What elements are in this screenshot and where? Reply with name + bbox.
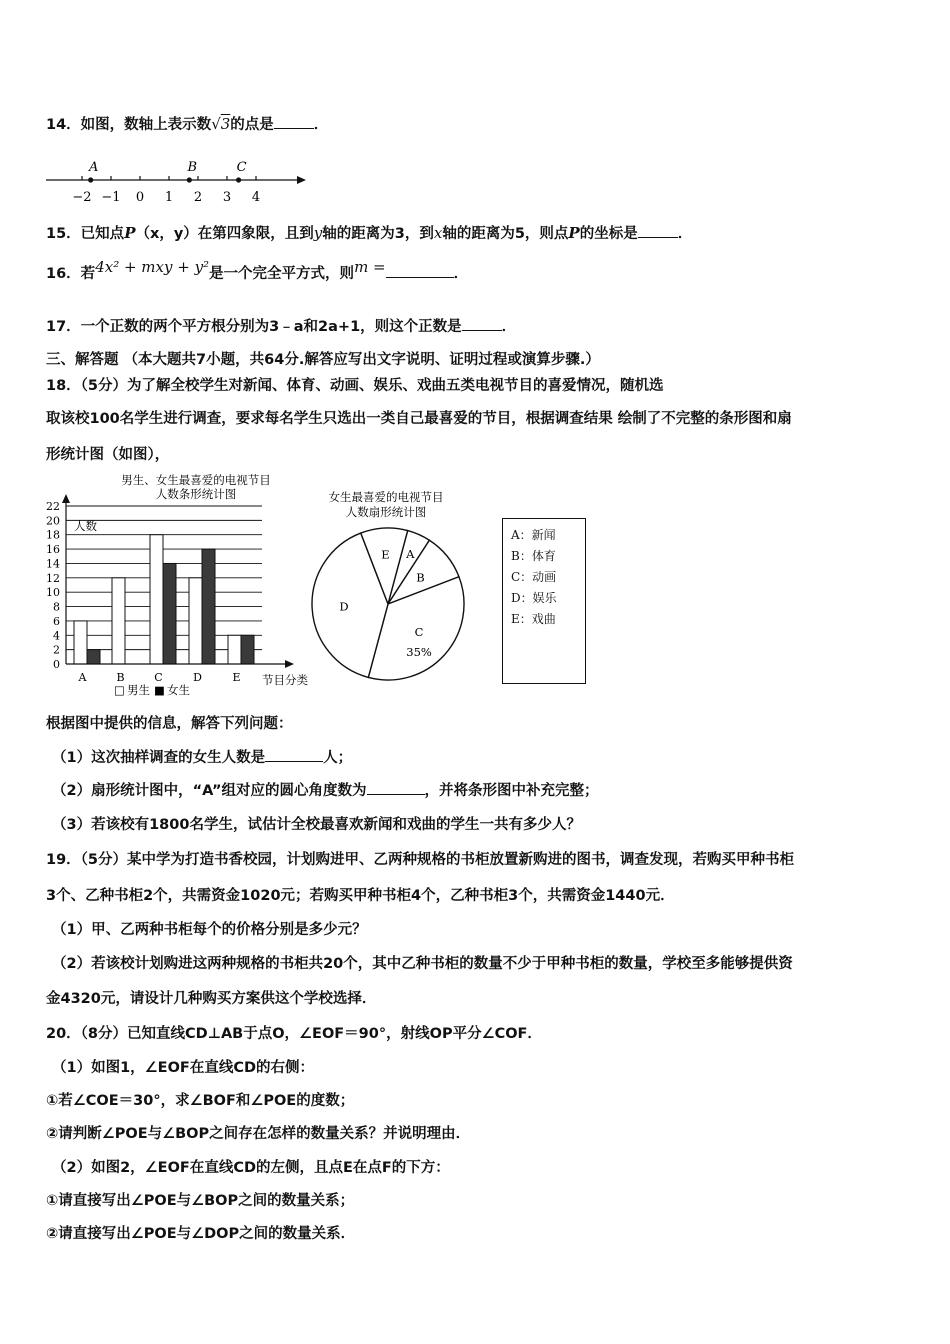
q14-text-after: 的点是 (230, 117, 274, 133)
q19-part2b: 金4320元，请设计几种购买方案供这个学校选择． (46, 991, 377, 1007)
section-heading: 三、解答题 （本大题共7小题，共64分.解答应写出文字说明、证明过程或演算步骤.） (46, 352, 600, 368)
y-tick-label: 10 (46, 586, 60, 600)
tick-label: 2 (193, 190, 203, 205)
y-tick-label: 8 (53, 600, 60, 614)
y-axis-label: 人数 (74, 519, 97, 533)
number-line (40, 155, 320, 207)
legend-girls-label: 女生 (167, 683, 190, 697)
tick-label: −1 (101, 190, 121, 205)
y-tick-label: 16 (46, 543, 60, 557)
math-expression: 4x² + mxy + y² (95, 258, 210, 276)
legend-boys: □ (114, 683, 125, 697)
legend-item-c: C：动画 (511, 570, 557, 584)
slice-label: E (381, 547, 390, 562)
bar-girls-e (241, 635, 254, 664)
question-15: 15．已知点P（x，y）在第四象限，且到y轴的距离为3，到x轴的距离为5，则点P的坐标是 ． (46, 224, 693, 242)
sqrt-expression: √3 (211, 115, 231, 133)
q20-part1b: ②请判断∠POE与∠BOP之间存在怎样的数量关系？并说明理由． (46, 1126, 471, 1142)
y-tick-label: 14 (46, 557, 60, 571)
question-17: 17．一个正数的两个平方根分别为3﹣a和2a+1，则这个正数是 ． (46, 315, 516, 336)
answer-blank[interactable] (638, 223, 678, 238)
tick-label: 3 (222, 190, 232, 205)
slice-percent: 35% (406, 644, 432, 659)
q20-part1a: ①若∠COE＝30°，求∠BOF和∠POE的度数； (46, 1093, 355, 1109)
legend-girls: ■ (154, 683, 165, 697)
legend-item-a: A：新闻 (511, 528, 556, 542)
bar-boys-c (150, 535, 163, 664)
x-tick-label: C (154, 671, 163, 684)
q19-part2a: （2）若该校计划购进这两种规格的书柜共20个，其中乙种书柜的数量不少于甲种书柜的数量，学校至多能够提供资 (52, 956, 793, 972)
y-tick-label: 0 (53, 658, 60, 671)
q18-part1: （1）这次抽样调查的女生人数是 人； (52, 746, 352, 767)
q20-part2: （2）如图2，∠EOF在直线CD的左侧，且点E在点F的下方： (52, 1160, 450, 1176)
question-19-line2: 3个、乙种书柜2个，共需资金1020元；若购买甲种书柜4个，乙种书柜3个，共需资金1440元． (46, 888, 675, 904)
y-tick-label: 22 (46, 500, 60, 513)
bar-boys-e (228, 635, 241, 664)
x-tick-label: A (78, 671, 87, 684)
bar-boys-a (74, 621, 87, 664)
point-a (88, 177, 93, 182)
slice-label: C (414, 624, 424, 639)
y-axis-arrow (62, 494, 70, 503)
legend-item-b: B：体育 (511, 549, 556, 563)
y-tick-label: 12 (46, 571, 60, 585)
q20-part2a: ①请直接写出∠POE与∠BOP之间的数量关系； (46, 1193, 355, 1209)
q20-part1: （1）如图1，∠EOF在直线CD的右侧： (52, 1060, 314, 1076)
tick-label: 0 (135, 190, 145, 205)
answer-blank[interactable] (265, 747, 323, 762)
point-label: B (187, 160, 198, 175)
tick-label: 1 (164, 190, 174, 205)
question-18-line1: 18．（5分）为了解全校学生对新闻、体育、动画、娱乐、戏曲五类电视节目的喜爱情况，随机选 (46, 378, 664, 394)
question-19-line1: 19．（5分）某中学为打造书香校园，计划购进甲、乙两种规格的书柜放置新购进的图书，调查发现，若购买甲种书柜 (46, 852, 795, 868)
bar-girls-a (87, 650, 100, 664)
point-label: A (89, 160, 99, 175)
y-tick-label: 4 (53, 629, 60, 643)
y-tick-label: 6 (53, 614, 60, 628)
bar-girls-c (163, 563, 176, 664)
pie-chart (300, 486, 475, 692)
point-b (187, 177, 192, 182)
x-axis-arrow (285, 660, 294, 668)
slice-label: A (406, 547, 415, 562)
bar-girls-d (202, 549, 215, 664)
answer-blank[interactable] (367, 780, 425, 795)
tick-label: 4 (251, 190, 261, 205)
legend-item-d: D：娱乐 (511, 591, 557, 605)
q20-part2b: ②请直接写出∠POE与∠DOP之间的数量关系． (46, 1226, 356, 1242)
pie-chart-subtitle: 人数扇形统计图 (345, 505, 427, 519)
legend-boys-label: 男生 (127, 683, 150, 697)
bar-chart (36, 468, 326, 700)
q18-part3: （3）若该校有1800名学生，试估计全校最喜欢新闻和戏曲的学生一共有多少人？ (52, 817, 581, 833)
question-18-line3: 形统计图（如图）， (46, 447, 170, 463)
pie-chart-title: 女生最喜爱的电视节目 (328, 490, 444, 504)
y-tick-label: 18 (46, 528, 60, 542)
x-axis-label: 节目分类 (262, 673, 308, 687)
pie-legend (502, 518, 586, 684)
x-tick-label: E (232, 671, 241, 684)
question-14: 14．如图，数轴上表示数√3的点是 ． (46, 115, 329, 133)
bar-chart-subtitle: 人数条形统计图 (155, 487, 237, 501)
point-c (236, 177, 241, 182)
y-tick-label: 2 (53, 643, 60, 657)
x-tick-label: D (193, 671, 202, 684)
legend-item-e: E：戏曲 (511, 612, 556, 626)
point-label: C (236, 160, 247, 175)
question-16: 16．若4x² + mxy + y²是一个完全平方式，则m = ． (46, 258, 469, 282)
question-18-line2: 取该校100名学生进行调查，要求每名学生只选出一类自己最喜爱的节目，根据调查结果 绘制了不完整的条形图和扇 (46, 411, 792, 427)
slice-label: D (339, 599, 349, 614)
answer-blank[interactable] (274, 114, 314, 129)
answer-blank[interactable] (386, 263, 454, 278)
tick-label: −2 (72, 190, 92, 205)
x-tick-label: B (116, 671, 125, 684)
slice-label: B (416, 570, 425, 585)
q18-intro: 根据图中提供的信息，解答下列问题： (46, 716, 293, 732)
q19-part1: （1）甲、乙两种书柜每个的价格分别是多少元？ (52, 922, 367, 938)
q18-part2: （2）扇形统计图中，“A”组对应的圆心角度数为 ，并将条形图中补充完整； (52, 779, 599, 800)
y-tick-label: 20 (46, 514, 60, 528)
question-20-line1: 20．（8分）已知直线CD⊥AB于点O，∠EOF＝90°，射线OP平分∠COF． (46, 1026, 542, 1042)
q14-text: 14．如图，数轴上表示数 (46, 117, 212, 133)
answer-blank[interactable] (462, 316, 502, 331)
bar-boys-b (112, 578, 125, 664)
bar-chart-title: 男生、女生最喜爱的电视节目 (121, 473, 271, 487)
bar-boys-d (189, 578, 202, 664)
